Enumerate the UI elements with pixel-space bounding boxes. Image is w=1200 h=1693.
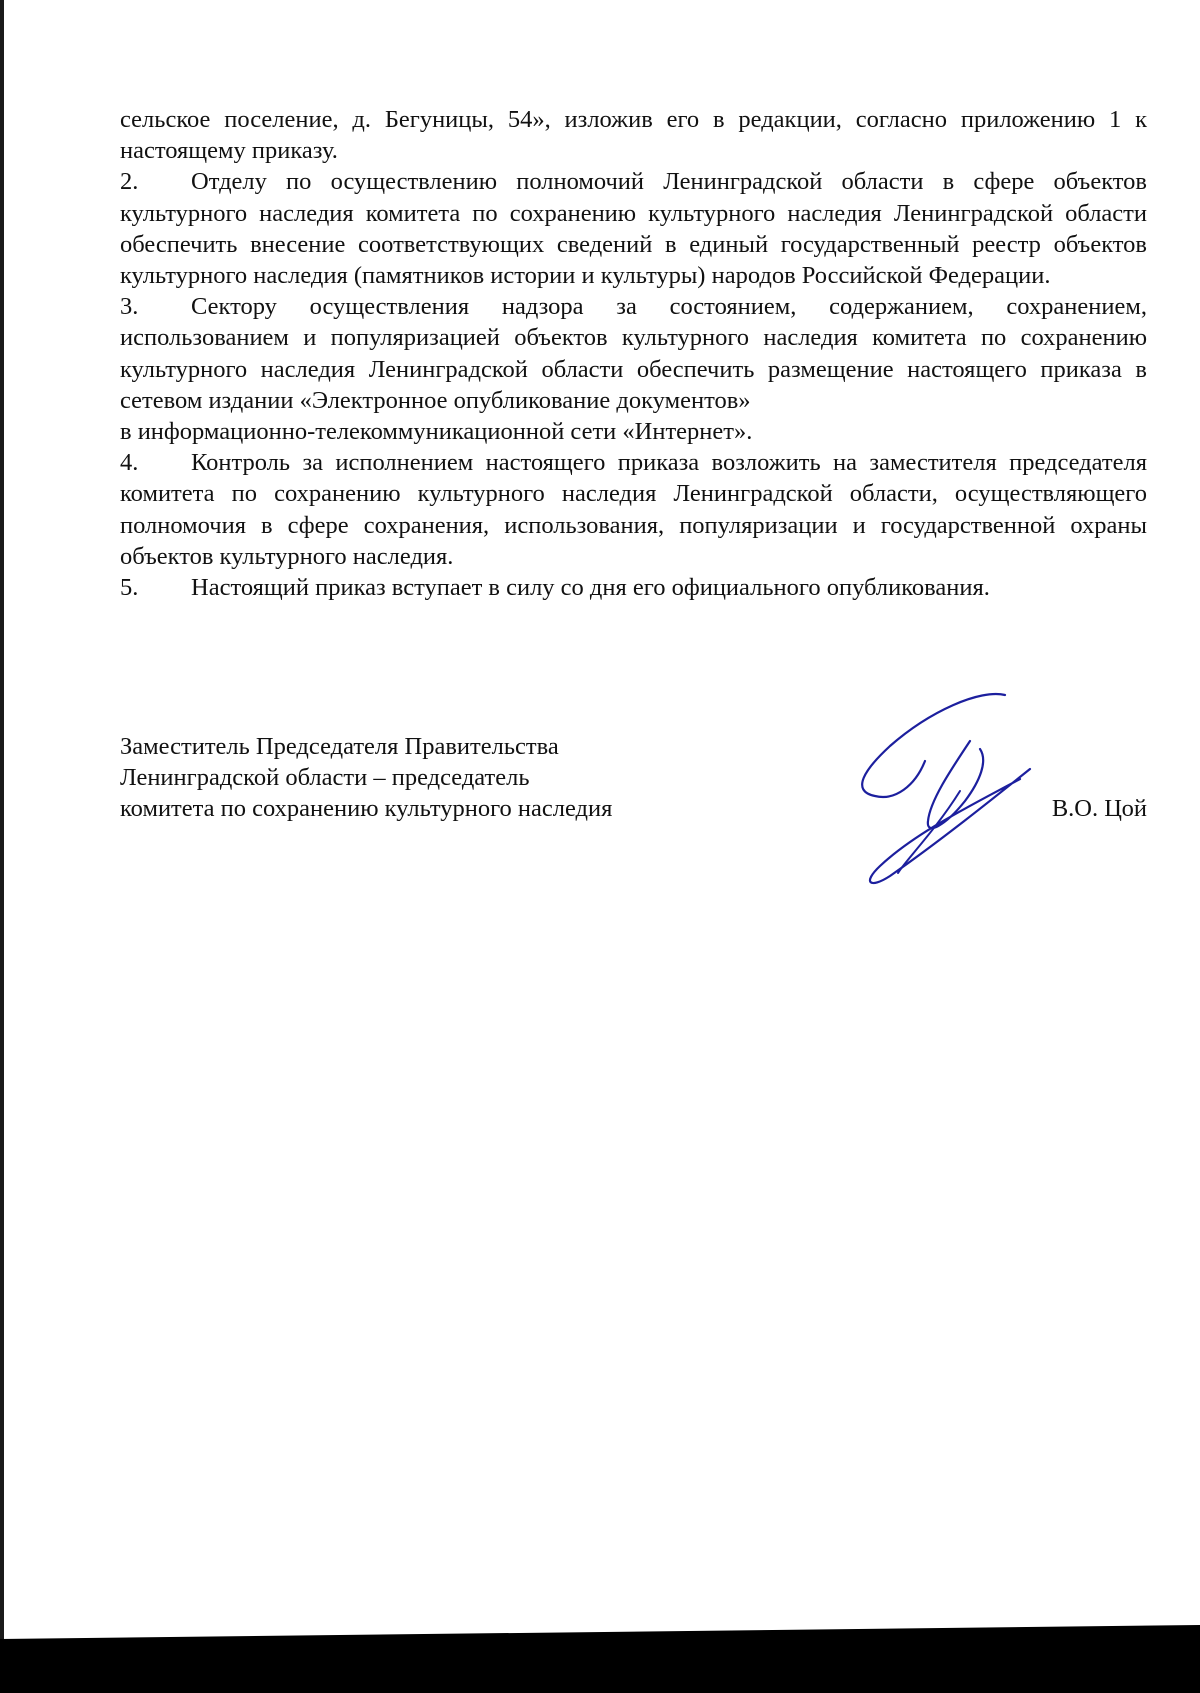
item-3 <box>120 291 1147 416</box>
item-text: Настоящий приказ вступает в силу со дня его официального опубликования. <box>191 574 990 602</box>
item-number: 5. <box>120 574 139 602</box>
item-text: Контроль за исполнением настоящего приказа возложить на заместителя председателя комитета по сохранению культурного наследия Ленинградской области, осуществляющего полномочия в сфере сохранения, использования, популяризации и государственной охраны объектов культурного наследия. <box>120 449 1147 570</box>
paragraph-continuation: сельское поселение, д. Бегуницы, 54», изложив его в редакции, согласно приложению 1 к настоящему приказу. <box>120 106 1147 165</box>
item-3-continuation: в информационно-телекоммуникационной сети «Интернет». <box>120 418 753 446</box>
scan-edge-bottom <box>0 1625 1200 1693</box>
scan-edge-left <box>0 0 4 1693</box>
document-body <box>120 104 1147 603</box>
signatory-title-line: Заместитель Председателя Правительства <box>120 733 559 760</box>
item-2 <box>120 166 1147 291</box>
item-text: Сектору осуществления надзора за состоянием, содержанием, сохранением, использованием и популяризацией объектов культурного наследия комитета по сохранению культурного наследия Ленинградской области обеспечить размещение настоящего приказа в сетевом издании «Электронное опубликование документов» <box>120 293 1147 414</box>
signatory-title <box>120 731 612 825</box>
item-number: 2. <box>120 168 139 196</box>
signatory-name: В.О. Цой <box>1051 795 1147 822</box>
item-4 <box>120 447 1147 572</box>
signature-block <box>120 731 1147 931</box>
item-5 <box>120 572 1147 603</box>
signatory-title-line: комитета по сохранению культурного наследия <box>120 795 613 823</box>
handwritten-signature <box>820 691 1140 891</box>
item-text: Отделу по осуществлению полномочий Ленинградской области в сфере объектов культурного наследия комитета по сохранению культурного наследия Ленинградской области обеспечить внесение соответствующих сведений в единый государственный реестр объектов культурного наследия (памятников истории и культуры) народов Российской Федерации. <box>120 168 1147 290</box>
item-number: 3. <box>120 293 139 321</box>
signatory-title-line: Ленинградской области – председатель <box>120 764 530 792</box>
item-number: 4. <box>120 449 139 477</box>
